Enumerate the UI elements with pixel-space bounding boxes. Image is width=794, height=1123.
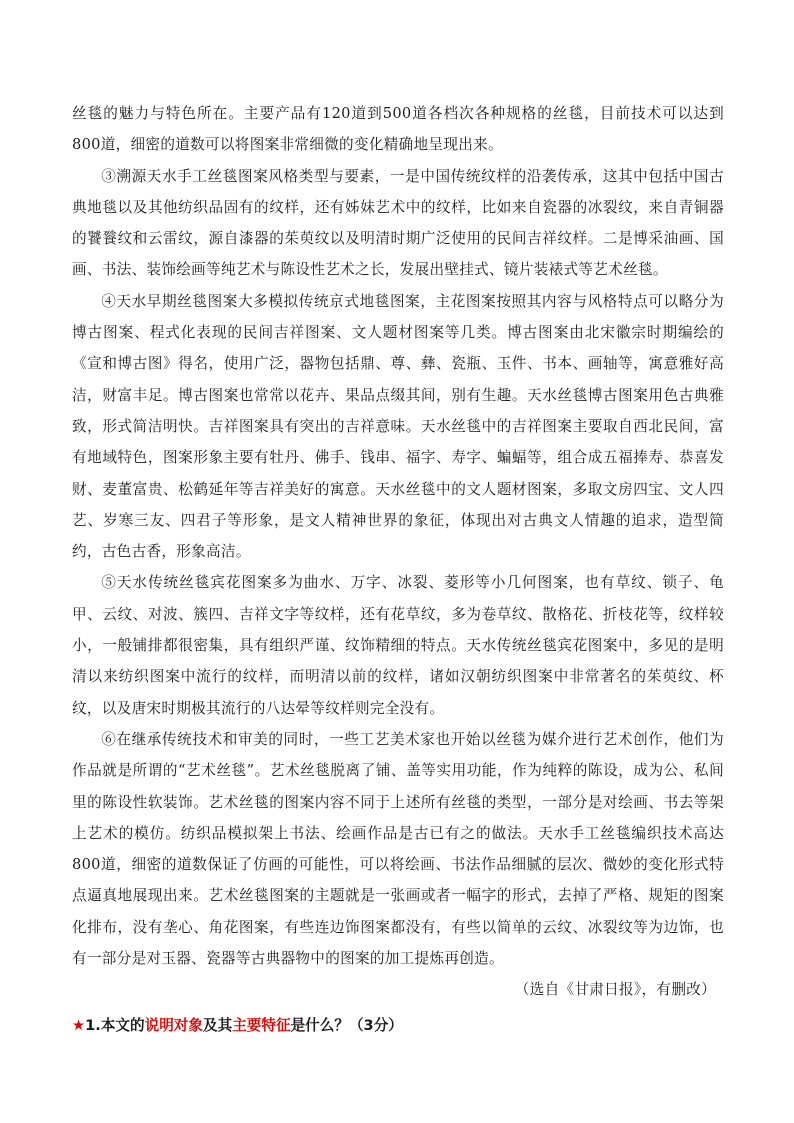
paragraph-4: ④天水早期丝毯图案大多模拟传统京式地毯图案，主花图案按照其内容与风格特点可以略分为博古图案、程式化表现的民间吉祥图案、文人题材图案等几类。博古图案由北宋徽宗时期编绘的《宣和博古图》得名，使用广泛，器物包括鼎、尊、彝、瓷瓶、玉件、书本、画轴等，寓意雅好高洁，财富丰足。博古图案也常常以花卉、果品点缀其间，别有生趣。天水丝毯博古图案用色古典雅致，形式简洁明快。吉祥图案具有突出的吉祥意味。天水丝毯中的吉祥图案主要取自西北民间，富有地域特色，图案形象主要有牡丹、佛手、钱串、福字、寿字、蝙蝠等，组合成五福捧寿、恭喜发财、麦董富贵、松鹤延年等吉祥美好的寓意。天水丝毯中的文人题材图案，多取文房四宝、文人四艺、岁寒三友、四君子等形象，是文人精神世界的象征，体现出对古典文人情趣的追求，造型简约，古色古香，形象高洁。 [72, 292, 724, 561]
question-text-part3: 是什么？（3分） [290, 1016, 403, 1034]
question-highlight-feature: 主要特征 [232, 1016, 291, 1034]
question-1 [72, 1010, 724, 1041]
article-source: （选自《甘肃日报》，有删改） [514, 981, 716, 999]
paragraph-5: ⑤天水传统丝毯宾花图案多为曲水、万字、冰裂、菱形等小几何图案，也有草纹、锁子、龟甲、云纹、对波、簇四、吉祥文字等纹样，还有花草纹，多为卷草纹、散格花、折枝花等，纹样较小，一般铺排都很密集，具有组织严谨、纹饰精细的特点。天水传统丝毯宾花图案中，多见的是明清以来纺织图案中流行的纹样，而明清以前的纹样，诸如汉朝纺织图案中非常著名的茱萸纹、杯纹，以及唐宋时期极其流行的八达晕等纹样则完全没有。 [72, 574, 724, 717]
question-text-part2: 及其 [202, 1016, 233, 1034]
question-text-part1: 本文的 [100, 1016, 145, 1034]
star-icon: ★ [72, 1016, 86, 1034]
article-body [72, 98, 724, 1041]
paragraph-3: ③溯源天水手工丝毯图案风格类型与要素，一是中国传统纹样的沿袭传承，这其中包括中国古典地毯以及其他纺织品固有的纹样，还有姊妹艺术中的纹样，比如来自瓷器的冰裂纹，来自青铜器的饕餮纹和云雷纹，源自漆器的茱萸纹以及明清时期广泛使用的民间吉祥纹样。二是博采油画、国画、书法、装饰绘画等纯艺术与陈设性艺术之长，发展出壁挂式、镜片装裱式等艺术丝毯。 [72, 167, 724, 279]
question-number: 1. [85, 1016, 101, 1034]
question-highlight-object: 说明对象 [144, 1016, 203, 1034]
paragraph-continuation: 丝毯的魅力与特色所在。主要产品有120道到500道各档次各种规格的丝毯，目前技术可以达到800道，细密的道数可以将图案非常细微的变化精确地呈现出来。 [72, 105, 724, 154]
paragraph-6: ⑥在继承传统技术和审美的同时，一些工艺美术家也开始以丝毯为媒介进行艺术创作，他们为作品就是所谓的“艺术丝毯”。艺术丝毯脱离了铺、盖等实用功能，作为纯粹的陈设，成为公、私间里的陈设性软装饰。艺术丝毯的图案内容不同于上述所有丝毯的类型，一部分是对绘画、书去等架上艺术的模仿。纺织品模拟架上书法、绘画作品是古已有之的做法。天水手工丝毯编织技术高达800道，细密的道数保证了仿画的可能性，可以将绘画、书法作品细腻的层次、微妙的变化形式特点逼真地展现出来。艺术丝毯图案的主题就是一张画或者一幅字的形式，去掉了严格、规矩的图案化排布，没有垄心、角花图案，有些连边饰图案都没有，有些以简单的云纹、冰裂纹等为边饰，也有一部分是对玉器、瓷器等古典器物中的图案的加工提炼再创造。 [72, 730, 724, 968]
